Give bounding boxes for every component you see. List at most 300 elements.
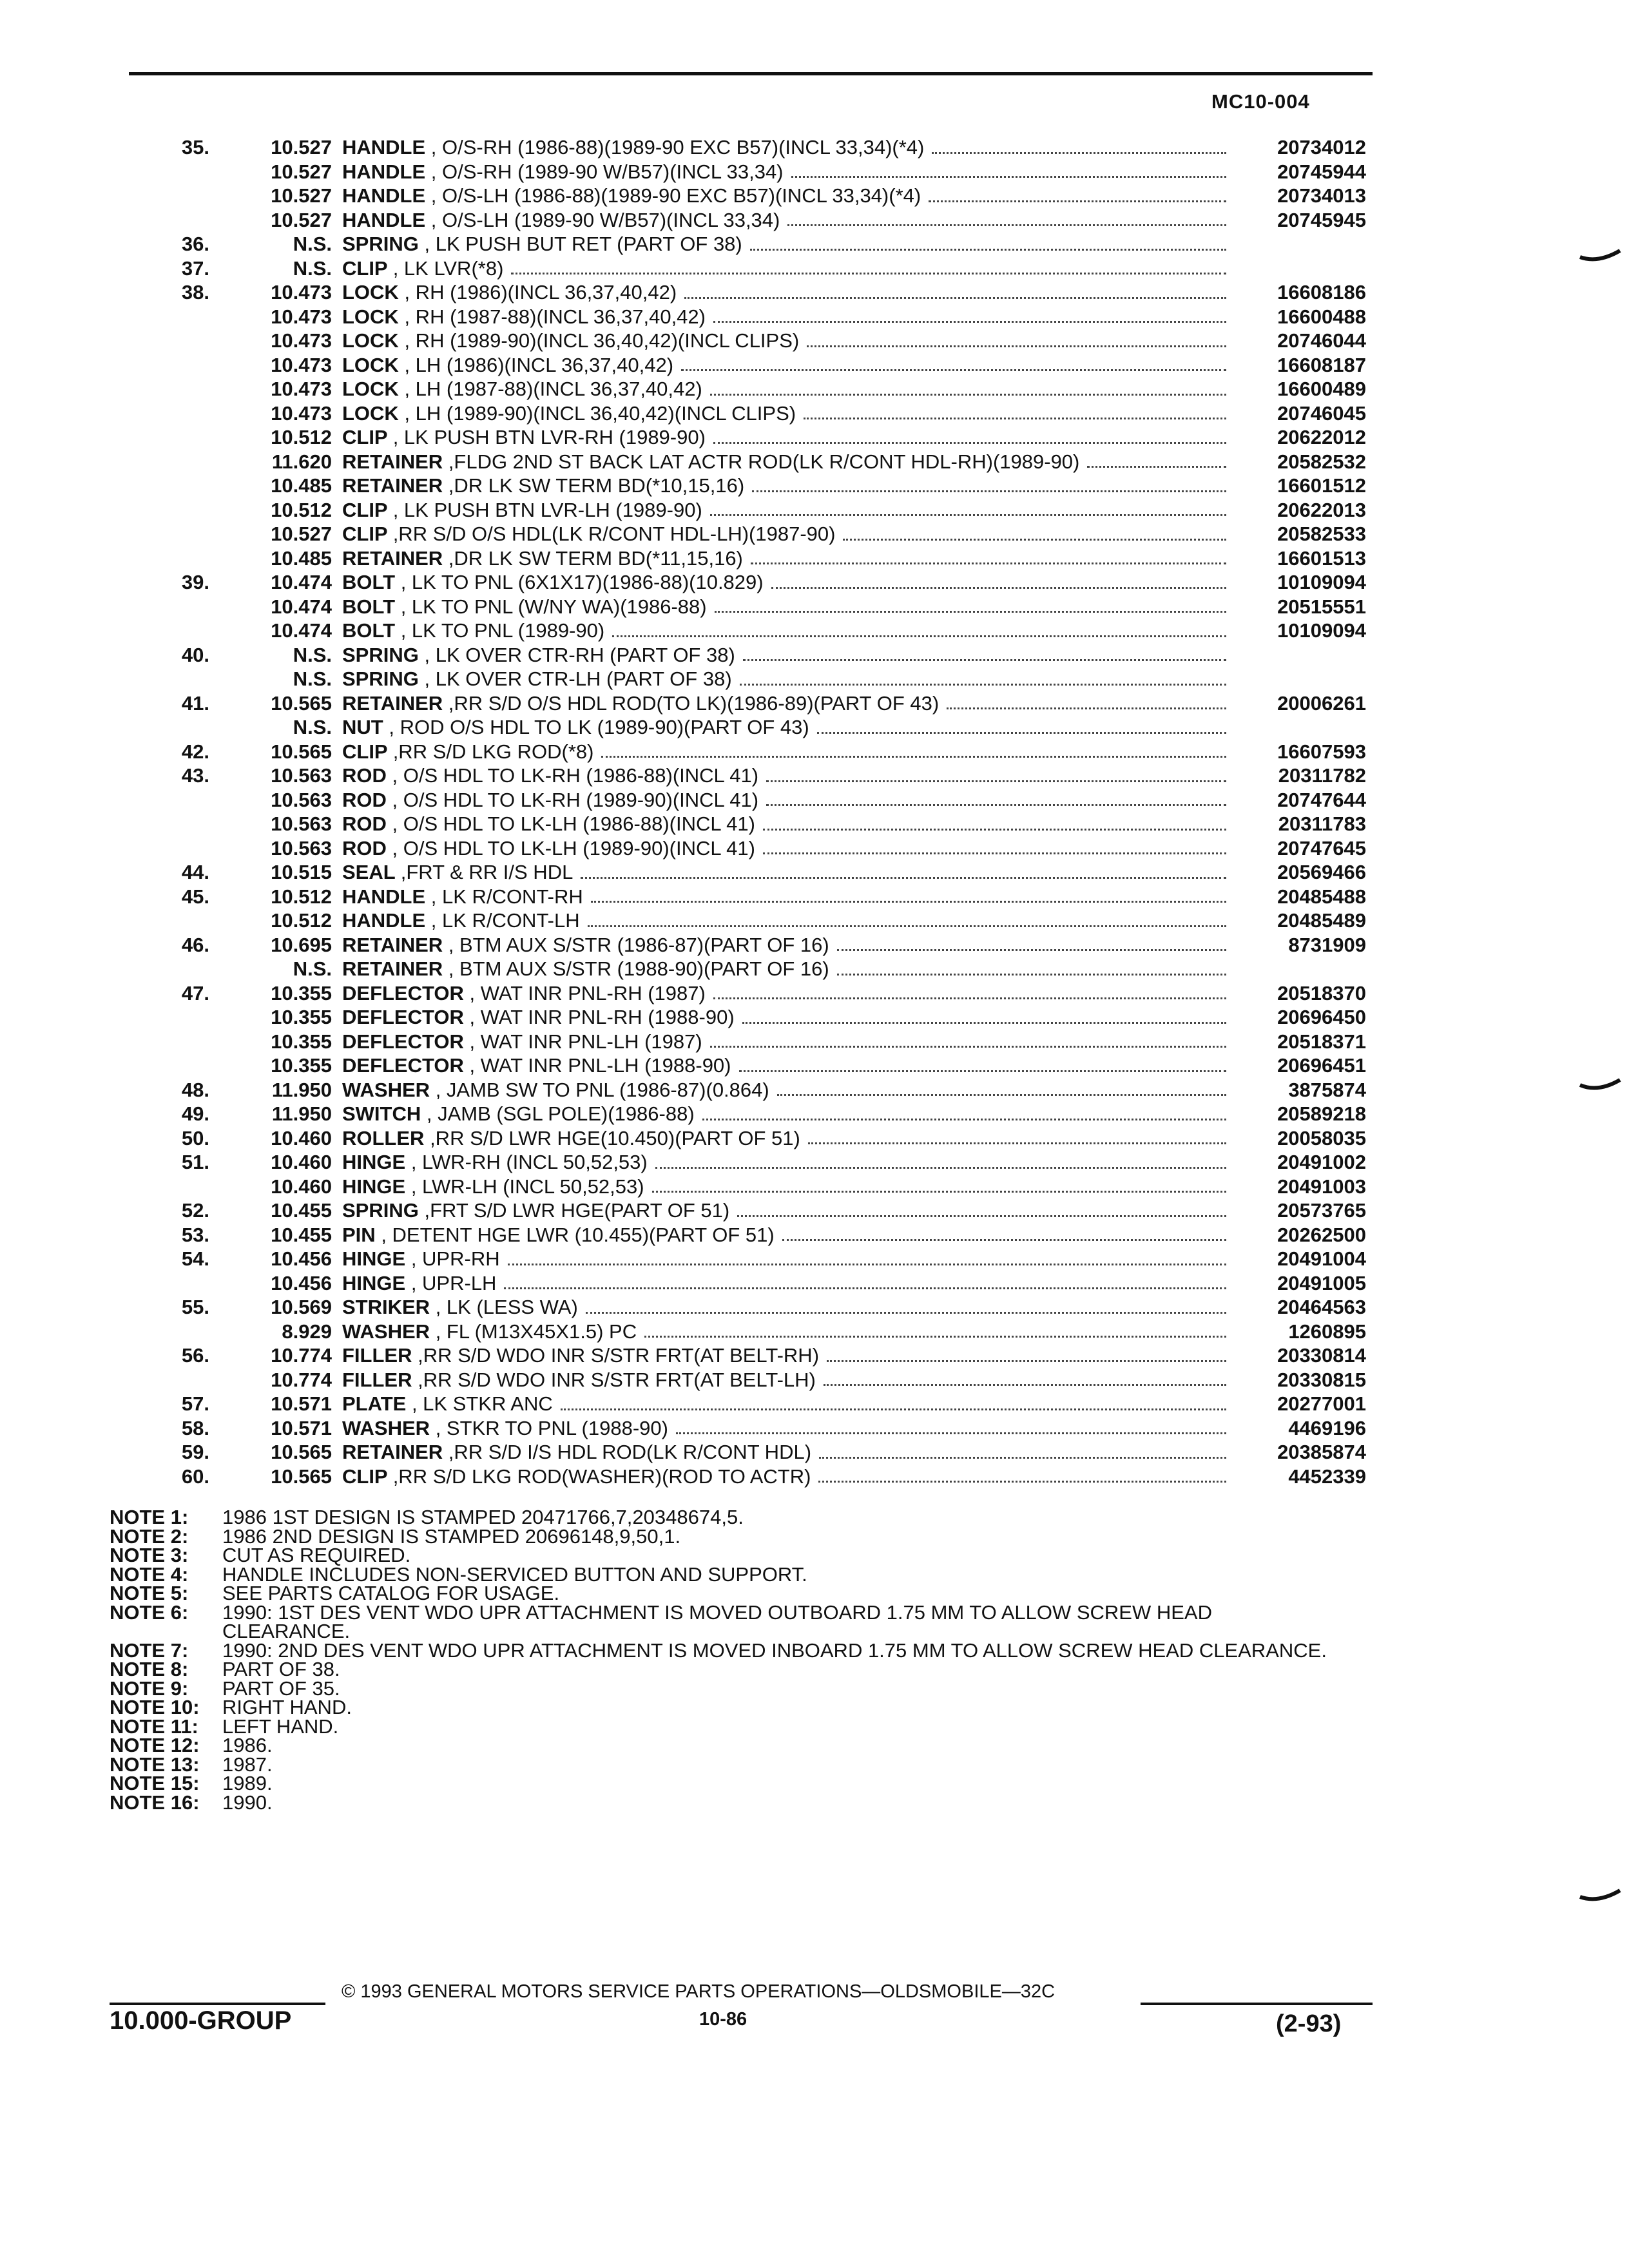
part-description — [332, 377, 702, 401]
part-name: CLIP — [342, 740, 388, 763]
part-detail: , JAMB (SGL POLE)(1986-88) — [426, 1102, 695, 1125]
note-item — [110, 1793, 1334, 1812]
ref-number — [155, 619, 209, 643]
part-name: HINGE — [342, 1175, 406, 1198]
part-number: 20464563 — [1277, 1296, 1366, 1318]
ref-number: 49. — [181, 1102, 209, 1125]
part-number: 20006261 — [1277, 691, 1366, 715]
part-detail: , RH (1986)(INCL 36,37,40,42) — [404, 281, 677, 303]
ref-number: 39. — [181, 571, 209, 593]
part-detail: , LH (1989-90)(INCL 36,40,42)(INCL CLIPS) — [404, 401, 796, 425]
group-number: 10.563 — [271, 836, 332, 860]
note-label: NOTE 1: — [110, 1506, 189, 1528]
part-detail: , LK OVER CTR-LH (PART OF 38) — [424, 668, 732, 690]
part-description — [332, 788, 758, 812]
ref-number — [155, 425, 209, 450]
ref-number — [155, 474, 209, 498]
part-name: ROLLER — [342, 1126, 425, 1149]
group-number: 10.527 — [271, 136, 332, 159]
part-description — [332, 305, 706, 329]
group-number: 10.473 — [271, 305, 332, 328]
part-number — [1234, 256, 1366, 281]
part-number: 20696451 — [1277, 1054, 1366, 1077]
part-number: 20385874 — [1277, 1441, 1366, 1463]
part-name: DEFLECTOR — [342, 1006, 464, 1028]
part-detail: , LK PUSH BUT RET (PART OF 38) — [424, 233, 742, 255]
part-number: 16608187 — [1277, 353, 1366, 376]
note-text: 1986 1ST DESIGN IS STAMPED 20471766,7,20348674,5. — [222, 1506, 744, 1528]
group-number: 10.460 — [271, 1175, 332, 1198]
part-detail: , LK OVER CTR-RH (PART OF 38) — [424, 643, 735, 666]
ref-number: 57. — [181, 1392, 209, 1415]
note-text: HANDLE INCLUDES NON-SERVICED BUTTON AND SUPPORT. — [222, 1562, 807, 1586]
leader-dots — [929, 178, 1226, 202]
part-number: 20622013 — [1277, 498, 1366, 521]
ref-number — [155, 498, 209, 523]
part-description — [332, 1271, 496, 1296]
part-detail: , WAT INR PNL-LH (1987) — [469, 1030, 702, 1053]
ref-number: 59. — [181, 1441, 209, 1463]
ref-number — [155, 812, 209, 836]
group-number: 10.473 — [271, 281, 332, 303]
part-number: 20515551 — [1277, 595, 1366, 618]
ref-number — [155, 546, 209, 571]
part-detail: , BTM AUX S/STR (1986-87)(PART OF 16) — [448, 933, 829, 956]
group-number: 11.950 — [271, 1078, 332, 1101]
part-name: HINGE — [342, 1247, 406, 1270]
part-name: FILLER — [342, 1344, 412, 1367]
part-name: SWITCH — [342, 1102, 421, 1125]
leader-dots — [511, 251, 1226, 275]
ref-number — [155, 329, 209, 353]
leader-dots — [681, 347, 1226, 372]
part-name: SPRING — [342, 1199, 419, 1222]
part-detail: , O/S HDL TO LK-LH (1986-88)(INCL 41) — [392, 812, 755, 835]
part-detail: , O/S HDL TO LK-RH (1986-88)(INCL 41) — [392, 764, 759, 787]
part-detail: ,RR S/D O/S HDL ROD(TO LK)(1986-89)(PART OF 43) — [448, 691, 940, 715]
part-number: 10109094 — [1277, 571, 1366, 593]
part-detail: , LK PUSH BTN LVR-LH (1989-90) — [392, 498, 702, 521]
group-number: 8.929 — [282, 1320, 332, 1343]
group-number: 10.474 — [271, 619, 332, 642]
part-name: RETAINER — [342, 450, 443, 473]
part-name: SEAL — [342, 861, 396, 883]
group-number: 10.456 — [271, 1247, 332, 1270]
part-name: HANDLE — [342, 208, 426, 231]
part-number: 20485489 — [1277, 909, 1366, 932]
note-item — [110, 1562, 1334, 1586]
part-detail: , LK PUSH BTN LVR-RH (1989-90) — [392, 426, 706, 448]
part-number — [1234, 957, 1366, 981]
part-description — [332, 1005, 735, 1030]
group-number: 10.512 — [271, 909, 332, 932]
ref-number: 55. — [181, 1296, 209, 1318]
leader-dots — [827, 1338, 1226, 1362]
note-text: 1989. — [222, 1772, 273, 1794]
leader-dots — [777, 1072, 1226, 1097]
leader-dots — [771, 564, 1226, 589]
part-name: SPRING — [342, 643, 419, 666]
note-item — [110, 1717, 1334, 1736]
ref-number — [155, 1175, 209, 1199]
part-detail: ,FRT S/D LWR HGE(PART OF 51) — [424, 1199, 730, 1222]
leader-dots — [710, 492, 1226, 517]
note-item — [110, 1660, 1334, 1679]
leader-dots — [644, 1314, 1226, 1338]
note-text: 1986 2ND DESIGN IS STAMPED 20696148,9,50,1. — [222, 1524, 681, 1548]
note-label: NOTE 9: — [110, 1677, 189, 1700]
ref-number: 45. — [181, 885, 209, 908]
group-number: N.S. — [293, 233, 332, 255]
leader-dots — [751, 541, 1226, 565]
group-number: 10.455 — [271, 1199, 332, 1222]
part-name: LOCK — [342, 353, 399, 376]
part-name: RETAINER — [342, 1441, 443, 1463]
part-detail: , JAMB SW TO PNL (1986-87)(0.864) — [435, 1078, 769, 1101]
leader-dots — [737, 1193, 1226, 1217]
part-detail: ,RR S/D O/S HDL(LK R/CONT HDL-LH)(1987-90) — [392, 523, 836, 545]
part-detail: , LH (1986)(INCL 36,37,40,42) — [404, 353, 674, 376]
part-detail: ,RR S/D WDO INR S/STR FRT(AT BELT-RH) — [418, 1344, 820, 1367]
note-text: 1986. — [222, 1734, 273, 1756]
part-name: HANDLE — [342, 885, 426, 908]
leader-dots — [684, 274, 1226, 299]
leader-dots — [843, 516, 1226, 541]
note-label: NOTE 16: — [110, 1791, 200, 1814]
part-description — [332, 1198, 729, 1223]
leader-dots — [766, 782, 1226, 807]
note-text: LEFT HAND. — [222, 1715, 339, 1738]
note-label: NOTE 3: — [110, 1544, 189, 1566]
ref-number — [155, 305, 209, 329]
leader-dots — [807, 323, 1226, 347]
group-number: 10.774 — [271, 1344, 332, 1367]
part-name: PIN — [342, 1223, 376, 1246]
ref-number: 42. — [181, 740, 209, 763]
part-description — [332, 764, 758, 788]
part-number: 20518371 — [1277, 1030, 1366, 1053]
ref-number — [155, 788, 209, 812]
part-number: 16601513 — [1277, 546, 1366, 570]
ref-number: 54. — [181, 1247, 209, 1270]
part-detail: , WAT INR PNL-RH (1988-90) — [469, 1006, 735, 1028]
group-number: 10.563 — [271, 812, 332, 835]
part-number: 20747645 — [1277, 836, 1366, 860]
leader-dots — [763, 806, 1226, 831]
note-item — [110, 1679, 1334, 1698]
note-text: RIGHT HAND. — [222, 1696, 352, 1718]
part-detail: ,RR S/D WDO INR S/STR FRT(AT BELT-LH) — [418, 1368, 816, 1391]
part-number: 20518370 — [1277, 981, 1366, 1004]
ref-number: 46. — [181, 933, 209, 956]
leader-dots — [932, 130, 1226, 154]
part-detail: ,RR S/D LWR HGE(10.450)(PART OF 51) — [430, 1126, 800, 1149]
ref-number — [155, 160, 209, 184]
ref-number: 50. — [181, 1126, 209, 1149]
part-detail: ,DR LK SW TERM BD(*10,15,16) — [448, 474, 745, 497]
ref-number: 40. — [181, 643, 209, 666]
part-name: ROD — [342, 788, 387, 811]
part-name: HANDLE — [342, 136, 426, 159]
part-number: 20734013 — [1277, 184, 1366, 207]
part-name: HANDLE — [342, 184, 426, 207]
ref-number — [155, 353, 209, 378]
ref-number — [155, 184, 209, 208]
part-number: 20262500 — [1277, 1223, 1366, 1246]
leader-dots — [804, 396, 1226, 420]
part-number: 4452339 — [1288, 1465, 1366, 1488]
group-number: N.S. — [293, 716, 332, 738]
group-number: 10.473 — [271, 353, 332, 376]
part-number: 20582533 — [1277, 523, 1366, 545]
note-label: NOTE 7: — [110, 1639, 189, 1662]
part-description — [332, 1102, 695, 1126]
part-detail: , WAT INR PNL-LH (1988-90) — [469, 1054, 731, 1077]
part-number: 20573765 — [1277, 1199, 1366, 1222]
part-description — [332, 546, 743, 571]
leader-dots — [791, 154, 1226, 178]
footer-rule-left — [110, 2003, 325, 2005]
leader-dots — [743, 637, 1226, 662]
part-description — [332, 619, 604, 643]
ref-number — [155, 450, 209, 474]
part-name: HANDLE — [342, 909, 426, 932]
note-item — [110, 1698, 1334, 1717]
part-description — [332, 160, 784, 184]
part-number — [1234, 715, 1366, 740]
part-detail: , ROD O/S HDL TO LK (1989-90)(PART OF 43) — [389, 716, 809, 738]
leader-dots — [710, 1024, 1226, 1048]
group-number: 10.473 — [271, 401, 332, 425]
note-text: 1990. — [222, 1791, 273, 1814]
part-name: ROD — [342, 836, 387, 860]
part-description — [332, 1053, 731, 1078]
part-number: 20277001 — [1277, 1392, 1366, 1415]
leader-dots — [713, 299, 1226, 323]
parts-list — [155, 135, 1366, 1488]
part-number: 16601512 — [1277, 474, 1366, 497]
group-number: 10.563 — [271, 764, 332, 787]
ref-number — [155, 522, 209, 546]
part-number: 20311782 — [1278, 764, 1366, 787]
leader-dots — [837, 927, 1226, 952]
part-number: 8731909 — [1288, 933, 1366, 956]
part-name: RETAINER — [342, 957, 443, 980]
group-number: 10.485 — [271, 474, 332, 497]
footer-group-label: 10.000-GROUP — [110, 2006, 292, 2035]
part-description — [332, 353, 673, 378]
part-number: 16608186 — [1277, 281, 1366, 303]
part-number: 20330814 — [1277, 1344, 1366, 1367]
note-text: CUT AS REQUIRED. — [222, 1544, 411, 1566]
part-detail: , FL (M13X45X1.5) PC — [435, 1320, 637, 1343]
group-number: 10.474 — [271, 595, 332, 618]
part-name: WASHER — [342, 1078, 430, 1101]
part-description — [332, 1343, 819, 1368]
part-name: SPRING — [342, 233, 419, 255]
leader-dots — [655, 1144, 1226, 1169]
group-number: 10.455 — [271, 1223, 332, 1246]
note-label: NOTE 10: — [110, 1696, 200, 1718]
leader-dots — [750, 226, 1226, 251]
note-text: 1990: 2ND DES VENT WDO UPR ATTACHMENT IS MOVED INBOARD 1.75 MM TO ALLOW SCREW HEAD CLEARANCE. — [222, 1639, 1327, 1662]
part-name: LOCK — [342, 305, 399, 328]
ref-number — [155, 1320, 209, 1344]
ref-number — [155, 1053, 209, 1078]
group-number: 10.485 — [271, 546, 332, 570]
group-number: 10.569 — [271, 1296, 332, 1318]
note-label: NOTE 5: — [110, 1582, 189, 1604]
part-name: RETAINER — [342, 933, 443, 956]
part-name: WASHER — [342, 1416, 430, 1439]
part-name: ROD — [342, 812, 387, 835]
leader-dots — [591, 879, 1226, 903]
part-name: CLIP — [342, 256, 388, 280]
part-description — [332, 1175, 644, 1199]
note-label: NOTE 2: — [110, 1524, 189, 1548]
part-name: CLIP — [342, 523, 388, 545]
part-description — [332, 1392, 553, 1416]
notes-section — [110, 1508, 1334, 1812]
part-name: ROD — [342, 764, 387, 787]
part-name: BOLT — [342, 595, 396, 618]
part-name: NUT — [342, 716, 383, 738]
group-number: 10.774 — [271, 1368, 332, 1391]
ref-number: 38. — [181, 281, 209, 303]
note-label: NOTE 11: — [110, 1715, 198, 1738]
note-label: NOTE 8: — [110, 1658, 189, 1680]
part-detail: , RH (1987-88)(INCL 36,37,40,42) — [404, 305, 706, 328]
part-name: HINGE — [342, 1151, 406, 1173]
note-label: NOTE 13: — [110, 1753, 200, 1776]
part-detail: , O/S-LH (1986-88)(1989-90 EXC B57)(INCL 33,34)(*4) — [430, 184, 921, 207]
leader-dots — [715, 589, 1226, 613]
part-number: 20745944 — [1277, 160, 1366, 183]
leader-dots — [713, 419, 1226, 444]
ref-number — [155, 595, 209, 619]
leader-dots — [508, 1241, 1226, 1265]
footer-page-number: 10-86 — [699, 2009, 747, 2030]
group-number: 10.473 — [271, 329, 332, 352]
part-description — [332, 981, 706, 1006]
part-name: WASHER — [342, 1320, 430, 1343]
part-name: HINGE — [342, 1271, 406, 1294]
part-description — [332, 812, 755, 836]
part-number: 16600489 — [1277, 378, 1366, 400]
part-detail: , LK R/CONT-RH — [430, 885, 583, 908]
part-name: DEFLECTOR — [342, 1054, 464, 1077]
ref-number — [155, 715, 209, 740]
part-detail: , UPR-RH — [410, 1247, 500, 1270]
group-number: N.S. — [293, 256, 332, 280]
part-number: 20491003 — [1277, 1175, 1366, 1198]
leader-dots — [947, 686, 1226, 710]
note-label: NOTE 12: — [110, 1734, 200, 1756]
part-description — [332, 1247, 500, 1271]
part-number: 3875874 — [1288, 1078, 1366, 1101]
part-description — [332, 1465, 811, 1489]
group-number: 10.512 — [271, 498, 332, 521]
group-number: 10.565 — [271, 1441, 332, 1463]
part-detail: ,RR S/D LKG ROD(*8) — [392, 740, 594, 763]
part-number: 20330815 — [1277, 1368, 1366, 1391]
ref-number — [155, 377, 209, 401]
part-name: FILLER — [342, 1368, 412, 1391]
part-number: 20569466 — [1277, 861, 1366, 883]
part-description — [332, 740, 593, 764]
part-detail: , O/S-RH (1986-88)(1989-90 EXC B57)(INCL 33,34)(*4) — [430, 136, 925, 159]
binder-hole-mark-3 — [1579, 1888, 1624, 1907]
footer-date-code: (2-93) — [1276, 2010, 1342, 2037]
note-item — [110, 1584, 1334, 1603]
group-number: 10.527 — [271, 523, 332, 545]
part-number: 20746045 — [1277, 401, 1366, 425]
part-name: DEFLECTOR — [342, 981, 464, 1004]
part-number: 20491005 — [1277, 1271, 1366, 1294]
note-text: SEE PARTS CATALOG FOR USAGE. — [222, 1582, 560, 1604]
part-name: LOCK — [342, 401, 399, 425]
part-name: PLATE — [342, 1392, 407, 1415]
part-detail: , LWR-RH (INCL 50,52,53) — [410, 1151, 648, 1173]
part-description — [332, 256, 503, 281]
leader-dots — [601, 734, 1226, 758]
part-description — [332, 1150, 648, 1175]
note-item — [110, 1755, 1334, 1774]
part-number: 16607593 — [1277, 740, 1366, 763]
part-detail: , O/S HDL TO LK-RH (1989-90)(INCL 41) — [392, 788, 759, 811]
leader-dots — [782, 1217, 1226, 1242]
ref-number: 43. — [181, 764, 209, 787]
leader-dots — [612, 613, 1226, 637]
part-detail: , LK TO PNL (6X1X17)(1986-88)(10.829) — [400, 571, 764, 593]
group-number: 10.527 — [271, 160, 332, 183]
part-number: 20582532 — [1277, 450, 1366, 473]
part-name: LOCK — [342, 378, 399, 400]
ref-number — [155, 836, 209, 861]
ref-number — [155, 1030, 209, 1054]
leader-dots — [817, 709, 1226, 734]
part-number: 10109094 — [1277, 619, 1366, 642]
leader-dots — [763, 831, 1226, 855]
leader-dots — [752, 468, 1226, 492]
group-number: 10.515 — [271, 861, 332, 883]
part-row — [155, 1465, 1366, 1489]
part-description — [332, 208, 780, 233]
part-detail: , LK LVR(*8) — [392, 256, 504, 280]
leader-dots — [808, 1120, 1226, 1145]
part-description — [332, 1320, 637, 1344]
part-description — [332, 1030, 702, 1054]
note-item — [110, 1641, 1334, 1660]
part-detail: ,DR LK SW TERM BD(*11,15,16) — [448, 546, 743, 570]
group-number: 10.473 — [271, 378, 332, 400]
group-number: 10.695 — [271, 933, 332, 956]
document-code: MC10-004 — [1211, 90, 1310, 113]
ref-number: 53. — [181, 1223, 209, 1246]
part-name: BOLT — [342, 619, 396, 642]
group-number: 10.456 — [271, 1271, 332, 1294]
part-detail: , RH (1989-90)(INCL 36,40,42)(INCL CLIPS) — [404, 329, 800, 352]
part-detail: ,FRT & RR I/S HDL — [400, 861, 574, 883]
part-name: HANDLE — [342, 160, 426, 183]
ref-number: 56. — [181, 1344, 209, 1367]
ref-number: 60. — [181, 1465, 209, 1488]
part-description — [332, 908, 580, 933]
part-detail: , STKR TO PNL (1988-90) — [435, 1416, 668, 1439]
part-detail: , LWR-LH (INCL 50,52,53) — [410, 1175, 644, 1198]
note-text: PART OF 38. — [222, 1658, 340, 1680]
part-detail: , WAT INR PNL-RH (1987) — [469, 981, 706, 1004]
